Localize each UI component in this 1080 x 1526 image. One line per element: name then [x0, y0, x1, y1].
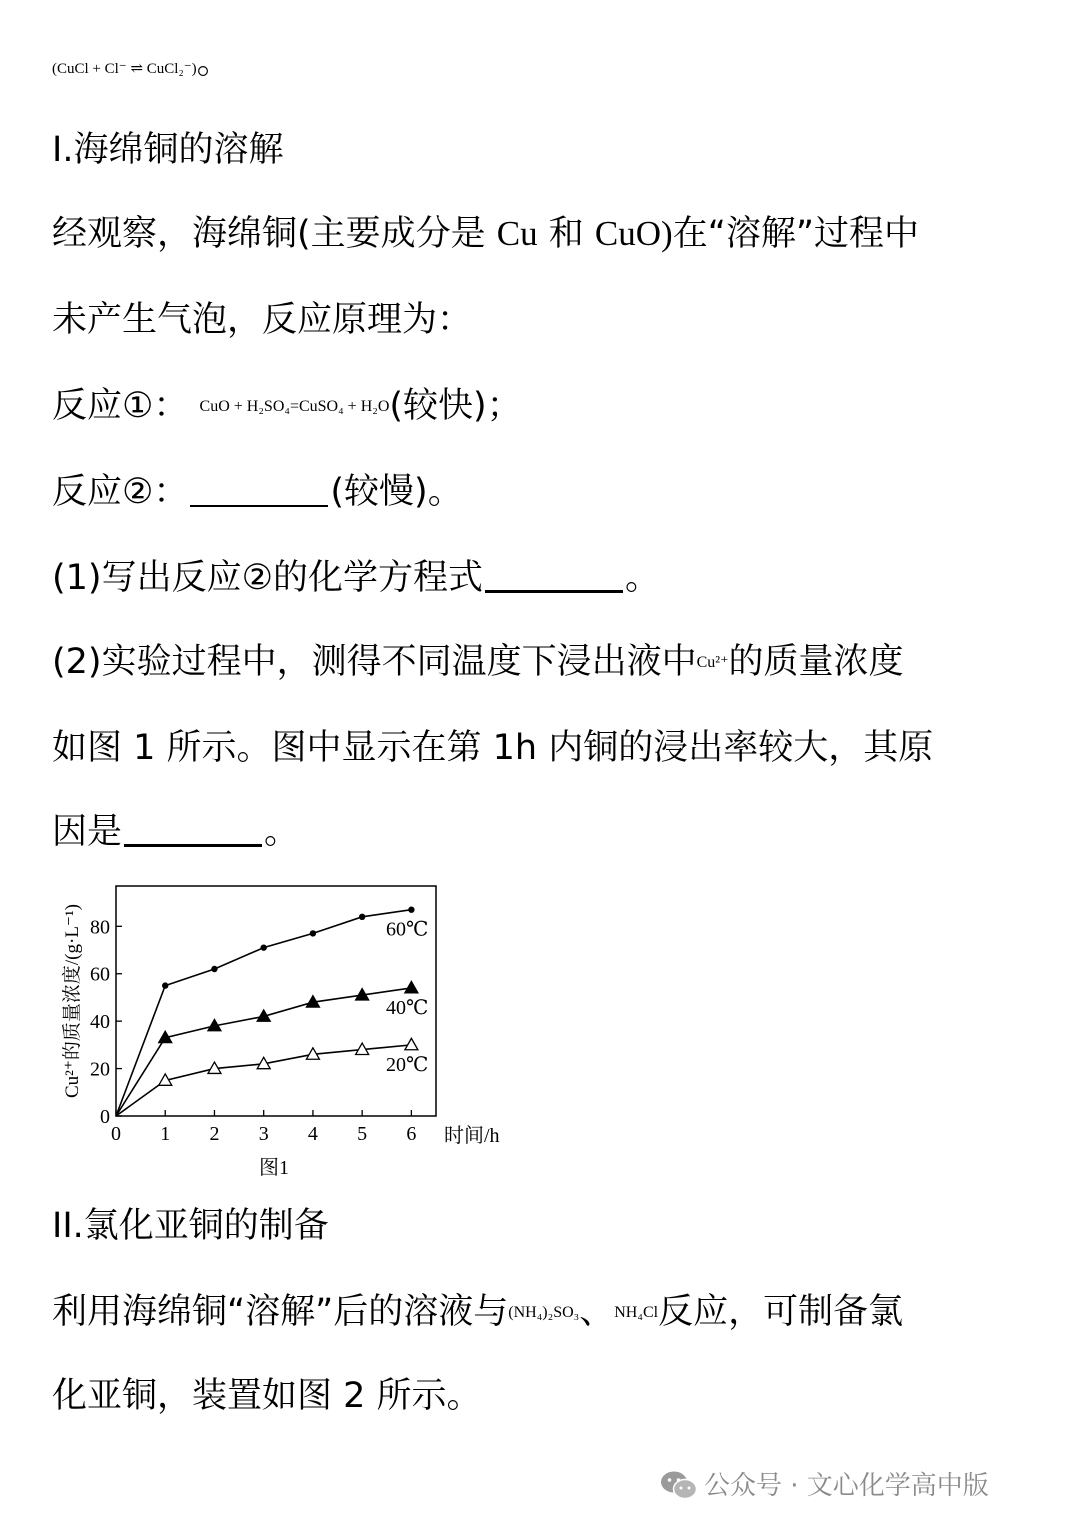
- answer-blank[interactable]: [485, 560, 623, 593]
- series-label: 60℃: [386, 918, 429, 941]
- reaction1-line: [52, 384, 522, 429]
- x-tick-label: 5: [357, 1123, 368, 1145]
- answer-blank[interactable]: [190, 475, 328, 507]
- series-line: [116, 1045, 411, 1116]
- reaction1-label: 反应①：: [52, 386, 189, 426]
- question2-line3: 因是 。: [52, 812, 300, 852]
- data-point: [310, 930, 316, 936]
- question2-line2: 如图 1 所示。图中显示在第 1h 内铜的浸出率较大，其原: [52, 728, 934, 768]
- x-tick-label: 4: [307, 1123, 318, 1145]
- data-point: [405, 981, 418, 992]
- y-tick-label: 40: [90, 1011, 110, 1034]
- y-tick-label: 0: [100, 1106, 110, 1128]
- y-axis-label: Cu²⁺的质量浓度/(g·L⁻¹): [62, 904, 83, 1098]
- answer-blank[interactable]: [124, 814, 262, 847]
- para1-line1: 经观察，海绵铜(主要成分是 Cu 和 CuO)在“溶解”过程中: [52, 214, 919, 254]
- reaction2-note: (较慢)。: [330, 472, 463, 512]
- period: 。: [196, 42, 232, 82]
- wechat-icon: [660, 1470, 698, 1500]
- y-tick-label: 60: [90, 963, 110, 986]
- series-label: 40℃: [386, 996, 429, 1019]
- question1-text: (1)写出反应②的化学方程式: [52, 558, 483, 598]
- para2-line1: 利用海绵铜“溶解”后的溶液与(NH₄)₂SO₃、NH₄Cl反应，可制备氯: [52, 1292, 904, 1332]
- x-tick-label: 0: [111, 1123, 121, 1145]
- data-point: [359, 914, 365, 920]
- reaction1-equation: CuO + H₂SO₄=CuSO₄ + H₂O: [199, 398, 390, 415]
- footer-text: 公众号 · 文心化学高中版: [704, 1471, 989, 1501]
- salt-ammonium-sulfite: (NH₄)₂SO₃: [508, 1304, 580, 1321]
- para2-line2: 化亚铜，装置如图 2 所示。: [52, 1376, 482, 1416]
- data-point: [408, 907, 414, 913]
- equilibrium-formula: CuCl + Cl⁻ ⇌ CuCl₂⁻: [57, 61, 192, 77]
- x-tick-label: 1: [160, 1123, 171, 1145]
- footer-watermark: [660, 1465, 989, 1502]
- paren-close: ): [191, 61, 197, 77]
- data-point: [260, 944, 266, 950]
- y-tick-label: 80: [90, 916, 110, 939]
- data-point: [405, 1038, 418, 1049]
- data-point: [162, 982, 168, 988]
- paren-open: (: [52, 61, 57, 77]
- x-tick-label: 2: [209, 1123, 220, 1145]
- x-tick-label: 3: [258, 1123, 269, 1145]
- data-point: [211, 966, 217, 972]
- question2-line1: (2)实验过程中，测得不同温度下浸出液中Cu²⁺的质量浓度: [52, 642, 904, 682]
- salt-ammonium-chloride: NH₄Cl: [614, 1304, 659, 1321]
- section1-title: I.海绵铜的溶解: [52, 130, 284, 170]
- reaction2-label: 反应②：: [52, 472, 189, 512]
- figure1-chart: [48, 868, 518, 1188]
- section2-title: II.氯化亚铜的制备: [52, 1206, 329, 1246]
- para1-line2: 未产生气泡，反应原理为：: [52, 300, 473, 340]
- x-tick-label: 6: [406, 1123, 417, 1145]
- reaction2-line: [52, 470, 463, 514]
- figure-caption: 图1: [259, 1157, 289, 1179]
- question1-line: (1)写出反应②的化学方程式 。: [52, 558, 660, 598]
- reaction1-note: (较快)；: [389, 386, 522, 426]
- series-label: 20℃: [386, 1053, 429, 1076]
- cu-ion: Cu²⁺: [696, 654, 729, 671]
- x-axis-label: 时间/h: [444, 1125, 500, 1147]
- top-formula-line: [52, 40, 232, 91]
- y-tick-label: 20: [90, 1058, 110, 1081]
